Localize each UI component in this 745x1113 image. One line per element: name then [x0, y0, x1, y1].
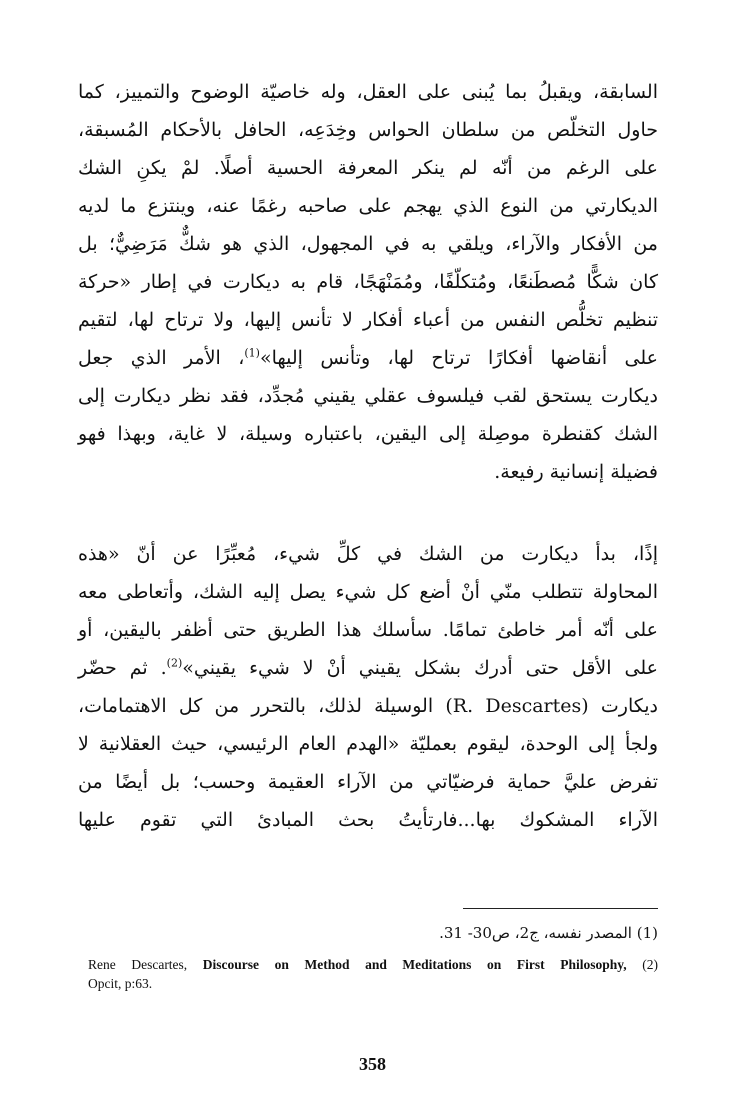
footnote-ref-2: (2)	[166, 656, 183, 670]
page-number: 358	[359, 1054, 386, 1074]
text-line: على الرغم من أنّه لم ينكر المعرفة الحسية أصلًا. لمْ يكنِ الشك	[78, 157, 658, 179]
footnote-book-title: Discourse on Method and Meditations on First Philosophy,	[202, 957, 627, 972]
footnote-divider	[463, 908, 658, 909]
text-line: ولجأ إلى الوحدة، ليقوم بعمليّة «الهدم العام الرئيسي، حيث العقلانية لا	[78, 733, 658, 755]
text-line	[78, 694, 658, 718]
text-line: الآراء المشكوك بها...فارتأيتُ بحث المبادئ التي تقوم عليها	[78, 809, 658, 831]
text-line: من الأفكار والآراء، ويلقي به في المجهول، الذي هو شكٌّ مَرَضِيٌّ؛ بل	[78, 233, 658, 255]
footnote-ref-1: (1)	[244, 346, 260, 360]
footnote-author: Rene Descartes,	[88, 957, 203, 972]
footnote-citation: Opcit, p:63.	[88, 976, 153, 991]
text-line: المحاولة تتطلب منّي أنْ أضع كل شيء يصل إليه الشك، وأتعاطى معه	[78, 581, 658, 603]
text-line: الديكارتي من النوع الذي يهجم على صاحبه رغمًا عنه، وينتزع ما لديه	[78, 195, 658, 217]
text-segment: . ثم حضّر	[78, 657, 167, 679]
footnote-1: (1) المصدر نفسه، ج2، ص30- 31.	[439, 924, 658, 942]
text-line: كان شكًّا مُصطَنعًا، ومُتكلّفًا، ومُمَنْهَجًا، قام به ديكارت في إطار «حركة	[78, 271, 658, 293]
text-line: السابقة، ويقبلُ بما يُبنى على العقل، وله خاصيّة الوضوح والتمييز، كما	[78, 81, 658, 103]
footnote-number: (2)	[642, 957, 658, 972]
text-segment: ، الأمر الذي جعل	[78, 347, 245, 369]
text-segment: ديكارت (	[581, 695, 659, 717]
text-line-with-footnote-ref	[78, 346, 658, 370]
text-line-with-footnote-ref	[78, 656, 658, 680]
text-line: ديكارت يستحق لقب فيلسوف عقلي يقيني مُجدِّد، فقد نظر ديكارت إلى	[78, 385, 658, 407]
footnote-2	[88, 955, 658, 993]
text-line: على أنّه أمر خاطئ تمامًا. سأسلك هذا الطريق حتى أظفر باليقين، أو	[78, 619, 658, 641]
text-segment: ) الوسيلة لذلك، بالتحرر من كل الاهتمامات،	[78, 695, 453, 717]
text-line: تفرض عليَّ حماية فرضيّاتي من الآراء العقيمة وحسب؛ بل أيضًا من	[78, 771, 658, 793]
text-segment: على أنقاضها أفكارًا ترتاح لها، وتأنس إليها»	[259, 347, 658, 369]
text-segment: على الأقل حتى أدرك بشكل يقيني أنْ لا شيء يقيني»	[182, 657, 658, 679]
latin-name: R. Descartes	[452, 695, 582, 717]
text-line: إذًا، بدأ ديكارت من الشك في كلِّ شيء، مُعبِّرًا عن أنّ «هذه	[78, 543, 658, 565]
text-line: فضيلة إنسانية رفيعة.	[494, 461, 658, 483]
text-line: الشك كقنطرة موصِلة إلى اليقين، باعتباره وسيلة، لا غاية، وبهذا فهو	[78, 423, 658, 445]
text-line: حاول التخلّص من سلطان الحواس وخِدَعِه، الحافل بالأحكام المُسبقة،	[78, 119, 658, 141]
text-line: تنظيم تخلُّص النفس من أعباء أفكار لا تأنس إليها، ولا ترتاح لها، لتقيم	[78, 309, 658, 331]
